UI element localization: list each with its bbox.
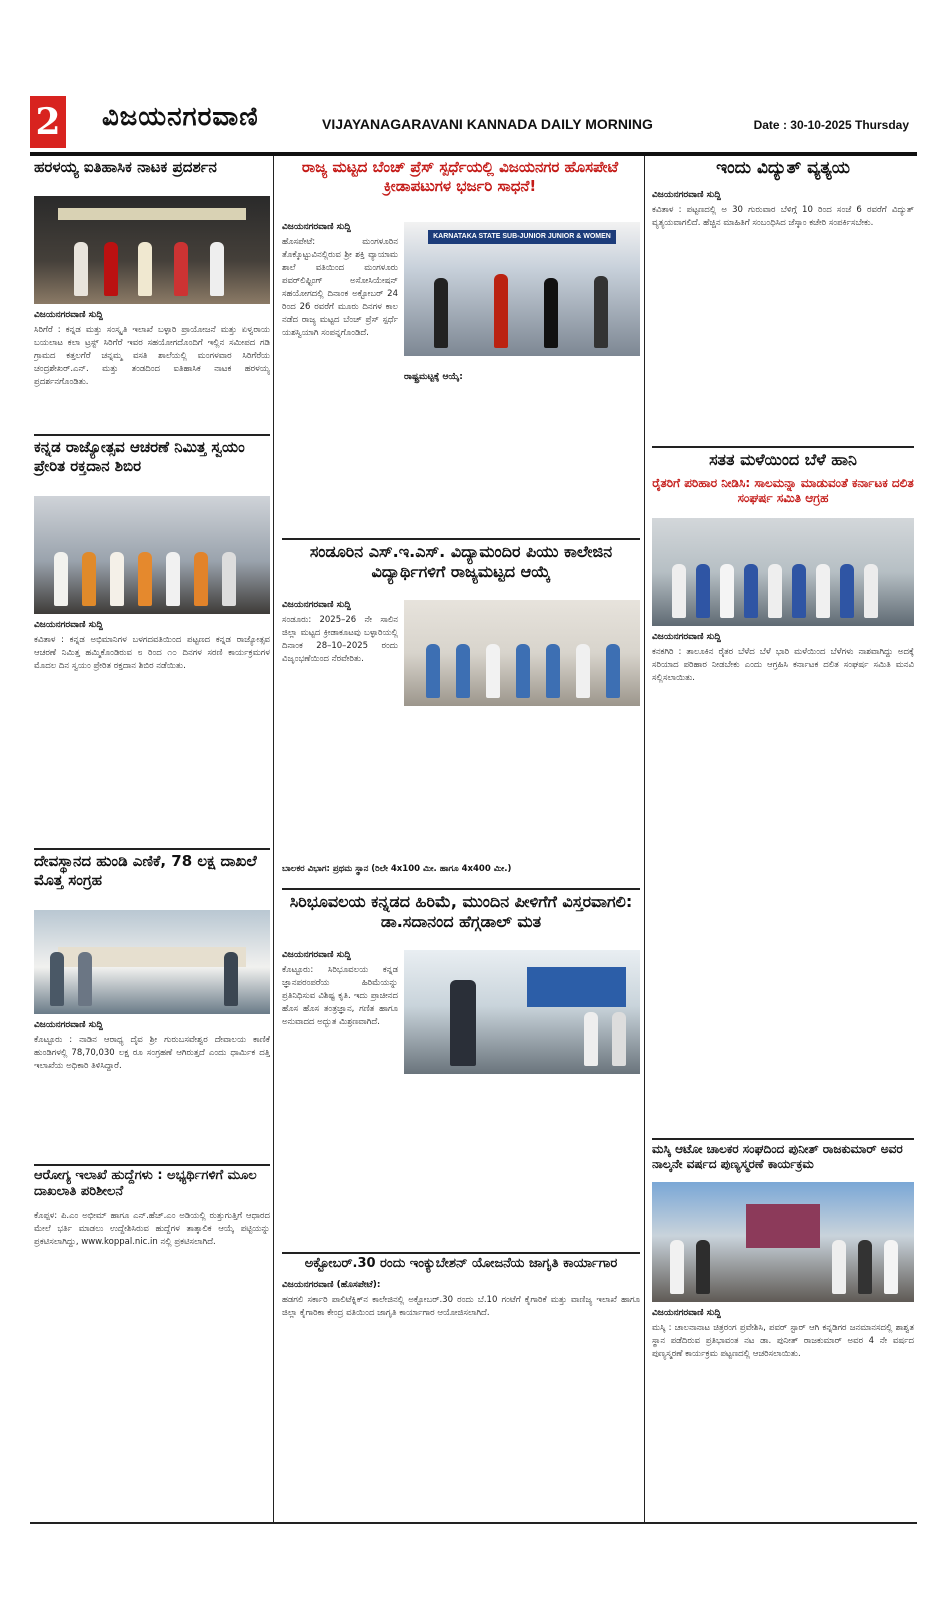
subhead-a5: ರಾಷ್ಟ್ರಮಟ್ಟಕ್ಕೆ ಆಯ್ಕೆ:: [404, 372, 463, 382]
byline-a10: ವಿಜಯನಗರವಾಣಿ ಸುದ್ದಿ: [652, 632, 721, 642]
body-a11: ಮಸ್ಕಿ : ಚಾಲನಾನಾಟ ಚಿತ್ರರಂಗ ಪ್ರವೇಶಿಸಿ, ಪವರ್ ಸ್ಟಾರ್ ಆಗಿ ಕನ್ನಡಿಗರ ಜನಮಾನಸದಲ್ಲಿ ಶಾಶ್ವತ ಸ್ಥಾನ ಪಡೆದಿರುವ ಪ್ರತಿಭಾವಂತ ನಟ ಡಾ. ಪುನೀತ್ ರಾಜಕುಮಾರ್ ಅವರ 4 ನೇ ವರ್ಷದ ಪುಣ್ಯಸ್ಮರಣೆ ಕಾರ್ಯಕ್ರಮ ಪಟ್ಟಣದಲ್ಲಿ ಆಚರಿಸಲಾಯಿತು.: [652, 1323, 914, 1359]
results-a6: ಬಾಲಕರ ವಿಭಾಗ: ಪ್ರಥಮ ಸ್ಥಾನ (ರಿಲೇ 4x100 ಮೀ. ಹಾಗೂ 4x400 ಮೀ.): [282, 864, 512, 874]
section-rule: [34, 434, 270, 436]
headline-a4: ಆರೋಗ್ಯ ಇಲಾಖೆ ಹುದ್ದೆಗಳು : ಅಭ್ಯರ್ಥಿಗಳಿಗೆ ಮೂಲ ದಾಖಲಾತಿ ಪರಿಶೀಲನೆ: [34, 1168, 257, 1200]
body-a4: ಕೊಪ್ಪಳ: ಪಿ.ಎಂ ಅಭೀಮ್ ಹಾಗೂ ಎನ್.ಹೆಚ್.ಎಂ ಅಡಿಯಲ್ಲಿ ರುತ್ತುಗುತ್ತಿಗೆ ಆಧಾರದ ಮೇಲೆ ಭರ್ತಿ ಮಾಡಲು ಉದ್ದೇಶಿಸಿರುವ ಹುದ್ದೆಗಳ ತಾತ್ಕಾಲಿಕ ಆಯ್ಕೆ ಪಟ್ಟಿಯನ್ನು ಪ್ರಕಟಿಸಲಾಗಿದ್ದು, www.koppal.nic.in ನಲ್ಲಿ ಪ್ರಕಟಿಸಲಾಗಿದೆ.: [34, 1211, 270, 1247]
headline-a3: ದೇವಸ್ಥಾನದ ಹುಂಡಿ ಎಣಿಕೆ, 78 ಲಕ್ಷ ದಾಖಲೆ ಮೊತ್ತ ಸಂಗ್ರಹ: [34, 852, 257, 889]
byline-a3: ವಿಜಯನಗರವಾಣಿ ಸುದ್ದಿ: [34, 1020, 103, 1030]
byline-a1: ವಿಜಯನಗರವಾಣಿ ಸುದ್ದಿ: [34, 310, 103, 320]
photo-temple-counting: [34, 910, 270, 1014]
section-rule: [652, 1138, 914, 1140]
headline-a10: ರೈತರಿಗೆ ಪರಿಹಾರ ನೀಡಿಸಿ: ಸಾಲಮನ್ನಾ ಮಾಡುವಂತೆ ಕರ್ನಾಟಕ ದಲಿತ ಸಂಘರ್ಷ ಸಮಿತಿ ಆಗ್ರಹ: [652, 476, 914, 505]
newspaper-page: [30, 92, 917, 1522]
photo-farmers-protest: [652, 518, 914, 626]
body-a5-continued: [404, 386, 640, 532]
newspaper-title: ವಿಜಯನಗರವಾಣಿ: [102, 102, 259, 132]
kicker-a10: ಸತತ ಮಳೆಯಿಂದ ಬೆಳೆ ಹಾನಿ: [709, 450, 857, 469]
photo-seminar-speaker: [404, 950, 640, 1074]
headline-a9: ಇಂದು ವಿದ್ಯುತ್ ವ್ಯತ್ಯಯ: [716, 158, 850, 178]
headline-a11: ಮಸ್ಕಿ ಆಟೋ ಚಾಲಕರ ಸಂಘದಿಂದ ಪುನೀತ್ ರಾಜಕುಮಾರ್ ಅವರ ನಾಲ್ಕನೇ ವರ್ಷದ ಪುಣ್ಯಸ್ಮರಣೆ ಕಾರ್ಯಕ್ರಮ: [652, 1142, 903, 1171]
byline-a11: ವಿಜಯನಗರವಾಣಿ ಸುದ್ದಿ: [652, 1308, 721, 1318]
photo-banner-text: KARNATAKA STATE SUB-JUNIOR JUNIOR & WOMEN: [428, 230, 617, 244]
section-rule: [282, 538, 640, 540]
body-a3: ಕೊಟ್ಟೂರು : ನಾಡಿನ ಆರಾಧ್ಯ ದೈವ ಶ್ರೀ ಗುರುಬಸವೇಶ್ವರ ದೇವಾಲಯ ಕಾಣಿಕೆ ಹುಂಡಿಗಳಲ್ಲಿ 78,70,030 ಲಕ್ಷ ರೂ ಸಂಗ್ರಹಣೆ ಆಗಿರುತ್ತದೆ ಎಂದು ಧಾರ್ಮಿಕ ದತ್ತಿ ಇಲಾಖೆಯ ಅಧಿಕಾರಿ ತಿಳಿಸಿದ್ದಾರೆ.: [34, 1035, 270, 1071]
section-rule: [282, 1252, 640, 1254]
photo-blood-donation: [34, 496, 270, 614]
body-a6: ಸಂಡೂರು: 2025–26 ನೇ ಸಾಲಿನ ಜಿಲ್ಲಾ ಮಟ್ಟದ ಕ್ರೀಡಾಕೂಟವು ಬಳ್ಳಾರಿಯಲ್ಲಿ ದಿನಾಂಕ 28–10–2025 ರಂದು ವಿಜೃಂಭಣೆಯಿಂದ ನೆರವೇರಿತು.: [282, 615, 398, 664]
section-rule: [652, 446, 914, 448]
section-rule: [282, 888, 640, 890]
body-a10: ಕನಕಗಿರಿ : ತಾಲೂಕಿನ ರೈತರ ಬೆಳೆದ ಬೆಳೆ ಭಾರಿ ಮಳೆಯಿಂದ ಬೆಳೆಗಳು ನಾಶವಾಗಿದ್ದು ಅದಕ್ಕೆ ಸರಿಯಾದ ಪರಿಹಾರ ನೀಡಬೇಕು ಎಂದು ಆಗ್ರಹಿಸಿ ಕರ್ನಾಟಕ ದಲಿತ ಸಂಘರ್ಷ ಸಮಿತಿ ಮನವಿ ಸಲ್ಲಿಸಲಾಯಿತು.: [652, 647, 914, 683]
byline-a5: ವಿಜಯನಗರವಾಣಿ ಸುದ್ದಿ: [282, 222, 351, 232]
byline-a6: ವಿಜಯನಗರವಾಣಿ ಸುದ್ದಿ: [282, 600, 351, 610]
issue-date: Date : 30-10-2025 Thursday: [753, 118, 909, 132]
photo-tribute-event: [652, 1182, 914, 1302]
section-rule: [30, 1522, 917, 1524]
section-rule: [34, 1164, 270, 1166]
body-a5: ಹೊಸಪೇಟೆ: ಮಂಗಳೂರಿನ ತೊಕ್ಕೊಟ್ಟುವಿನಲ್ಲಿರುವ ಶ್ರೀ ಶಕ್ತಿ ವ್ಯಾಯಾಮ ಶಾಲೆ ವತಿಯಿಂದ ಮಂಗಳೂರು ಪವರ್‌ಲಿಫ್ಟಿಂಗ್ ಅಸೋಸಿಯೇಷನ್ ಸಹಯೋಗದಲ್ಲಿ ದಿನಾಂಕ ಅಕ್ಟೋಬರ್ 24 ರಿಂದ 26 ರವರೆಗೆ ಮೂರು ದಿನಗಳ ಕಾಲ ನಡೆದ ರಾಜ್ಯ ಮಟ್ಟದ ಬೆಂಚ್ ಪ್ರೆಸ್ ಸ್ಪರ್ಧೆ ಯಶಸ್ವಿಯಾಗಿ ಸಂಪನ್ನಗೊಂಡಿದೆ.: [282, 237, 398, 338]
masthead: [30, 92, 917, 156]
headline-a7: ಸಿರಿಭೂವಲಯ ಕನ್ನಡದ ಹಿರಿಮೆ, ಮುಂದಿನ ಪೀಳಿಗೆಗೆ ವಿಸ್ತರವಾಗಲಿ: ಡಾ.ಸದಾನಂದ ಹೆಗ್ಗಡಾಲ್ ಮತ: [289, 892, 633, 931]
body-a7-continued: [404, 1080, 640, 1246]
column-divider: [644, 156, 645, 1522]
headline-a8: ಅಕ್ಟೋಬರ್.30 ರಂದು ಇಂಕ್ಯುಬೇಶನ್ ಯೋಜನೆಯ ಜಾಗೃತಿ ಕಾರ್ಯಾಗಾರ: [304, 1256, 618, 1271]
body-a1: ಸಿರಿಗೆರೆ : ಕನ್ನಡ ಮತ್ತು ಸಂಸ್ಕೃತಿ ಇಲಾಖೆ ಬಳ್ಳಾರಿ ಪ್ರಾಯೋಜನೆ ಮತ್ತು ಏಳ್ವರಾಯ ಬಯಲಾಟ ಕಲಾ ಟ್ರಸ್ಟ್ ಸಿರಿಗೆರೆ ಇವರ ಸಹಯೋಗದೊಂದಿಗೆ ಇಲ್ಲಿನ ಸಮೀಪದ ಗಡಿ ಗ್ರಾಮದ ಕತ್ತಲಗೆರೆ ಚನ್ನಮ್ಮ ವಸತಿ ಶಾಲೆಯಲ್ಲಿ ಮಂಗಳವಾರ ಸಿರಿಗೆರೆಯ ಚಂದ್ರಶೇಖರ್.ಎನ್. ಮತ್ತು ತಂಡದಿಂದ ಐತಿಹಾಸಿಕ ನಾಟಕ ಹರಳಯ್ಯ ಪ್ರದರ್ಶನಗೊಂಡಿತು.: [34, 325, 270, 387]
newspaper-subtitle: VIJAYANAGARAVANI KANNADA DAILY MORNING: [322, 116, 653, 132]
byline-a7: ವಿಜಯನಗರವಾಣಿ ಸುದ್ದಿ: [282, 950, 351, 960]
photo-drama-performance: [34, 196, 270, 304]
body-a7: ಕೊಟ್ಟೂರು: ಸಿರಿಭೂವಲಯ ಕನ್ನಡ ಜ್ಞಾನಪರಂಪರೆಯ ಹಿರಿಮೆಯನ್ನು ಪ್ರತಿನಿಧಿಸುವ ವಿಶಿಷ್ಟ ಕೃತಿ. ಇದು ಪ್ರಾಚೀನದ ಹೊಸ ಹೊಸ ತಂತ್ರಜ್ಞಾನ, ಗಣಿತ ಹಾಗೂ ಅನುವಾದದ ಅದ್ಭುತ ಮಿಶ್ರಣವಾಗಿದೆ.: [282, 965, 398, 1027]
byline-a8: ವಿಜಯನಗರವಾಣಿ (ಹೊಸಪೇಟೆ):: [282, 1280, 381, 1290]
photo-bench-press-athletes: [404, 222, 640, 356]
section-rule: [34, 848, 270, 850]
body-a9: ಕವಿತಾಳ : ಪಟ್ಟಣದಲ್ಲಿ ಅ 30 ಗುರುವಾರ ಬೆಳಿಗ್ಗೆ 10 ರಿಂದ ಸಂಜೆ 6 ರವರೆಗೆ ವಿದ್ಯುತ್ ವ್ಯತ್ಯಯವಾಗಲಿದೆ. ಹೆಚ್ಚಿನ ಮಾಹಿತಿಗೆ ಸಂಬಂಧಿಸಿದ ಜೆಸ್ಕಾಂ ಕಚೇರಿ ಸಂಪರ್ಕಿಸಬೇಕು.: [652, 205, 914, 228]
page-number: 2: [30, 96, 66, 148]
column-divider: [273, 156, 274, 1522]
headline-a5: ರಾಜ್ಯ ಮಟ್ಟದ ಬೆಂಚ್ ಪ್ರೆಸ್ ಸ್ಪರ್ಧೆಯಲ್ಲಿ ವಿಜಯನಗರ ಹೊಸಪೇಟೆ ಕ್ರೀಡಾಪಟುಗಳ ಭರ್ಜರಿ ಸಾಧನೆ!: [301, 158, 619, 195]
headline-a2: ಕನ್ನಡ ರಾಜ್ಯೋತ್ಸವ ಆಚರಣೆ ನಿಮಿತ್ತ ಸ್ವಯಂ ಪ್ರೇರಿತ ರಕ್ತದಾನ ಶಿಬಿರ: [34, 438, 245, 475]
headline-a6: ಸಂಡೂರಿನ ಎಸ್.ಇ.ಎಸ್. ವಿದ್ಯಾಮಂದಿರ ಪಿಯು ಕಾಲೇಜಿನ ವಿದ್ಯಾರ್ಥಿಗಳಿಗೆ ರಾಜ್ಯಮಟ್ಟದ ಆಯ್ಕೆ: [309, 542, 613, 581]
body-a8: ಹಡಗಲಿ ಸರ್ಕಾರಿ ಪಾಲಿಟೆಕ್ನಿಕ್‌ನ ಕಾಲೇಜಿನಲ್ಲಿ ಅಕ್ಟೋಬರ್.30 ರಂದು ಬೆ.10 ಗಂಟೆಗೆ ಕೈಗಾರಿಕೆ ಮತ್ತು ವಾಣಿಜ್ಯ ಇಲಾಖೆ ಹಾಗೂ ಜಿಲ್ಲಾ ಕೈಗಾರಿಕಾ ಕೇಂದ್ರ ವತಿಯಿಂದ ಜಾಗೃತಿ ಕಾರ್ಯಾಗಾರ ಆಯೋಜಿಸಲಾಗಿದೆ.: [282, 1295, 640, 1318]
byline-a9: ವಿಜಯನಗರವಾಣಿ ಸುದ್ದಿ: [652, 190, 721, 200]
body-a2: ಕವಿತಾಳ : ಕನ್ನಡ ಅಭಿಮಾನಿಗಳ ಬಳಗದವತಿಯಿಂದ ಪಟ್ಟಣದ ಕನ್ನಡ ರಾಜ್ಯೋತ್ಸವ ಆಚರಣೆ ನಿಮಿತ್ತ ಹಮ್ಮಿಕೊಂಡಿರುವ ೮ ರಿಂದ ೧೦ ದಿನಗಳ ಸರಣಿ ಕಾರ್ಯಕ್ರಮಗಳ ಮೊದಲ ದಿನ ಸ್ವಯಂ ಪ್ರೇರಿತ ರಕ್ತದಾನ ಶಿಬಿರ ನಡೆಯಿತು.: [34, 635, 270, 671]
headline-a1: ಹರಳಯ್ಯ ಐತಿಹಾಸಿಕ ನಾಟಕ ಪ್ರದರ್ಶನ: [34, 158, 217, 176]
photo-college-students: [404, 600, 640, 706]
byline-a2: ವಿಜಯನಗರವಾಣಿ ಸುದ್ದಿ: [34, 620, 103, 630]
body-a6-continued: [404, 712, 640, 862]
